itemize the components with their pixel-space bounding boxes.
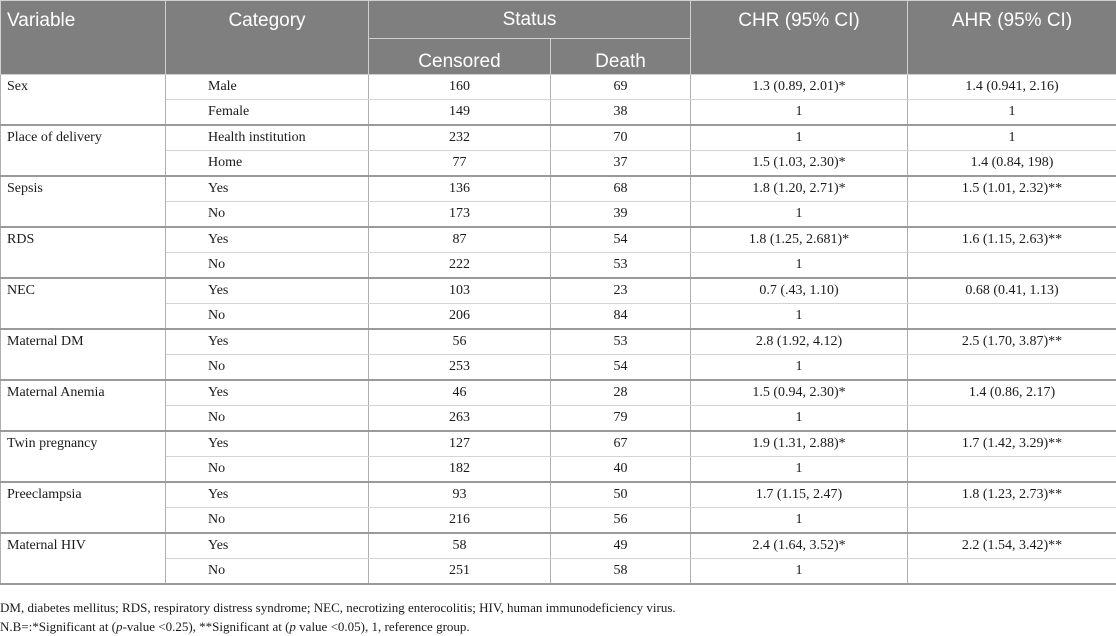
category-cell: No bbox=[166, 559, 369, 585]
variable-cell: Sex bbox=[1, 75, 166, 126]
chr-cell: 1.8 (1.20, 2.71)* bbox=[691, 176, 908, 202]
censored-cell: 216 bbox=[369, 508, 551, 534]
category-cell: No bbox=[166, 202, 369, 228]
footnote-sig-prefix: N.B=:*Significant at ( bbox=[0, 619, 116, 634]
censored-cell: 206 bbox=[369, 304, 551, 330]
variable-cell: Twin pregnancy bbox=[1, 431, 166, 482]
chr-cell: 0.7 (.43, 1.10) bbox=[691, 278, 908, 304]
category-cell: No bbox=[166, 508, 369, 534]
category-cell: No bbox=[166, 457, 369, 483]
category-cell: Yes bbox=[166, 533, 369, 559]
table-row bbox=[1, 482, 1116, 508]
chr-cell: 1.8 (1.25, 2.681)* bbox=[691, 227, 908, 253]
chr-cell: 1.3 (0.89, 2.01)* bbox=[691, 75, 908, 100]
table-row bbox=[1, 100, 1116, 126]
ahr-cell: 1.4 (0.941, 2.16) bbox=[908, 75, 1116, 100]
header-death: Death bbox=[551, 39, 691, 75]
table-row bbox=[1, 355, 1116, 381]
death-cell: 58 bbox=[551, 559, 691, 585]
variable-cell: Maternal HIV bbox=[1, 533, 166, 584]
censored-cell: 103 bbox=[369, 278, 551, 304]
censored-cell: 251 bbox=[369, 559, 551, 585]
header-variable: Variable bbox=[1, 1, 166, 75]
ahr-cell: 0.68 (0.41, 1.13) bbox=[908, 278, 1116, 304]
death-cell: 70 bbox=[551, 125, 691, 151]
censored-cell: 263 bbox=[369, 406, 551, 432]
category-cell: No bbox=[166, 253, 369, 279]
variable-cell: RDS bbox=[1, 227, 166, 278]
table-row bbox=[1, 380, 1116, 406]
censored-cell: 46 bbox=[369, 380, 551, 406]
category-cell: Yes bbox=[166, 329, 369, 355]
table-row bbox=[1, 253, 1116, 279]
category-cell: Yes bbox=[166, 431, 369, 457]
category-cell: No bbox=[166, 304, 369, 330]
ahr-cell bbox=[908, 457, 1116, 483]
table-row bbox=[1, 304, 1116, 330]
header-ahr: AHR (95% CI) bbox=[908, 1, 1116, 75]
table-footnotes bbox=[0, 598, 1116, 636]
ahr-cell: 1.8 (1.23, 2.73)** bbox=[908, 482, 1116, 508]
death-cell: 54 bbox=[551, 355, 691, 381]
chr-cell: 1 bbox=[691, 100, 908, 126]
death-cell: 50 bbox=[551, 482, 691, 508]
censored-cell: 232 bbox=[369, 125, 551, 151]
table-row bbox=[1, 125, 1116, 151]
header-status: Status bbox=[369, 1, 691, 39]
table-row bbox=[1, 227, 1116, 253]
table-row bbox=[1, 406, 1116, 432]
category-cell: Female bbox=[166, 100, 369, 126]
ahr-cell: 1.6 (1.15, 2.63)** bbox=[908, 227, 1116, 253]
table-row bbox=[1, 75, 1116, 100]
chr-cell: 1 bbox=[691, 355, 908, 381]
ahr-cell: 1.4 (0.84, 198) bbox=[908, 151, 1116, 177]
table-row bbox=[1, 533, 1116, 559]
footnote-sig-mid: -value <0.25), **Significant at ( bbox=[123, 619, 290, 634]
ahr-cell: 1 bbox=[908, 100, 1116, 126]
chr-cell: 2.8 (1.92, 4.12) bbox=[691, 329, 908, 355]
category-cell: Home bbox=[166, 151, 369, 177]
ahr-cell: 1.5 (1.01, 2.32)** bbox=[908, 176, 1116, 202]
footnote-significance bbox=[0, 617, 1116, 636]
variable-cell: Maternal DM bbox=[1, 329, 166, 380]
censored-cell: 160 bbox=[369, 75, 551, 100]
censored-cell: 173 bbox=[369, 202, 551, 228]
ahr-cell bbox=[908, 406, 1116, 432]
censored-cell: 93 bbox=[369, 482, 551, 508]
variable-cell: Preeclampsia bbox=[1, 482, 166, 533]
censored-cell: 56 bbox=[369, 329, 551, 355]
censored-cell: 77 bbox=[369, 151, 551, 177]
death-cell: 67 bbox=[551, 431, 691, 457]
chr-cell: 1 bbox=[691, 202, 908, 228]
death-cell: 53 bbox=[551, 253, 691, 279]
death-cell: 53 bbox=[551, 329, 691, 355]
ahr-cell bbox=[908, 355, 1116, 381]
table-body bbox=[1, 75, 1116, 585]
chr-cell: 1 bbox=[691, 508, 908, 534]
category-cell: Yes bbox=[166, 176, 369, 202]
death-cell: 69 bbox=[551, 75, 691, 100]
death-cell: 40 bbox=[551, 457, 691, 483]
category-cell: Yes bbox=[166, 380, 369, 406]
chr-cell: 2.4 (1.64, 3.52)* bbox=[691, 533, 908, 559]
ahr-cell bbox=[908, 304, 1116, 330]
table-row bbox=[1, 559, 1116, 585]
table-row bbox=[1, 457, 1116, 483]
ahr-cell: 1.4 (0.86, 2.17) bbox=[908, 380, 1116, 406]
death-cell: 37 bbox=[551, 151, 691, 177]
death-cell: 49 bbox=[551, 533, 691, 559]
censored-cell: 253 bbox=[369, 355, 551, 381]
death-cell: 56 bbox=[551, 508, 691, 534]
header-censored: Censored bbox=[369, 39, 551, 75]
category-cell: Health institution bbox=[166, 125, 369, 151]
chr-cell: 1 bbox=[691, 406, 908, 432]
death-cell: 38 bbox=[551, 100, 691, 126]
footnote-p-italic-2: p bbox=[289, 619, 296, 634]
variable-cell: NEC bbox=[1, 278, 166, 329]
death-cell: 39 bbox=[551, 202, 691, 228]
variable-cell: Sepsis bbox=[1, 176, 166, 227]
variable-cell: Maternal Anemia bbox=[1, 380, 166, 431]
table-row bbox=[1, 176, 1116, 202]
death-cell: 84 bbox=[551, 304, 691, 330]
chr-cell: 1.5 (1.03, 2.30)* bbox=[691, 151, 908, 177]
footnote-sig-suffix: value <0.05), 1, reference group. bbox=[296, 619, 470, 634]
chr-cell: 1 bbox=[691, 457, 908, 483]
censored-cell: 87 bbox=[369, 227, 551, 253]
category-cell: Male bbox=[166, 75, 369, 100]
ahr-cell bbox=[908, 253, 1116, 279]
chr-cell: 1 bbox=[691, 253, 908, 279]
category-cell: Yes bbox=[166, 278, 369, 304]
table-row bbox=[1, 329, 1116, 355]
chr-cell: 1.9 (1.31, 2.88)* bbox=[691, 431, 908, 457]
table-row bbox=[1, 278, 1116, 304]
chr-cell: 1 bbox=[691, 304, 908, 330]
header-category: Category bbox=[166, 1, 369, 75]
table-row bbox=[1, 431, 1116, 457]
footnote-p-italic-1: p bbox=[116, 619, 123, 634]
table-row bbox=[1, 508, 1116, 534]
chr-cell: 1.5 (0.94, 2.30)* bbox=[691, 380, 908, 406]
ahr-cell bbox=[908, 202, 1116, 228]
ahr-cell bbox=[908, 508, 1116, 534]
variable-cell: Place of delivery bbox=[1, 125, 166, 176]
category-cell: Yes bbox=[166, 482, 369, 508]
ahr-cell: 1 bbox=[908, 125, 1116, 151]
censored-cell: 58 bbox=[369, 533, 551, 559]
table-header bbox=[1, 1, 1116, 75]
censored-cell: 149 bbox=[369, 100, 551, 126]
death-cell: 68 bbox=[551, 176, 691, 202]
censored-cell: 182 bbox=[369, 457, 551, 483]
ahr-cell: 2.2 (1.54, 3.42)** bbox=[908, 533, 1116, 559]
ahr-cell: 1.7 (1.42, 3.29)** bbox=[908, 431, 1116, 457]
category-cell: No bbox=[166, 406, 369, 432]
table-row bbox=[1, 202, 1116, 228]
chr-cell: 1 bbox=[691, 559, 908, 585]
censored-cell: 136 bbox=[369, 176, 551, 202]
censored-cell: 127 bbox=[369, 431, 551, 457]
death-cell: 79 bbox=[551, 406, 691, 432]
category-cell: Yes bbox=[166, 227, 369, 253]
death-cell: 54 bbox=[551, 227, 691, 253]
death-cell: 23 bbox=[551, 278, 691, 304]
table-row bbox=[1, 151, 1116, 177]
ahr-cell bbox=[908, 559, 1116, 585]
ahr-cell: 2.5 (1.70, 3.87)** bbox=[908, 329, 1116, 355]
header-chr: CHR (95% CI) bbox=[691, 1, 908, 75]
death-cell: 28 bbox=[551, 380, 691, 406]
category-cell: No bbox=[166, 355, 369, 381]
chr-cell: 1 bbox=[691, 125, 908, 151]
footnote-abbreviations: DM, diabetes mellitus; RDS, respiratory distress syndrome; NEC, necrotizing enterocolitis; HIV, human immunodeficiency virus. bbox=[0, 598, 1116, 617]
chr-cell: 1.7 (1.15, 2.47) bbox=[691, 482, 908, 508]
censored-cell: 222 bbox=[369, 253, 551, 279]
